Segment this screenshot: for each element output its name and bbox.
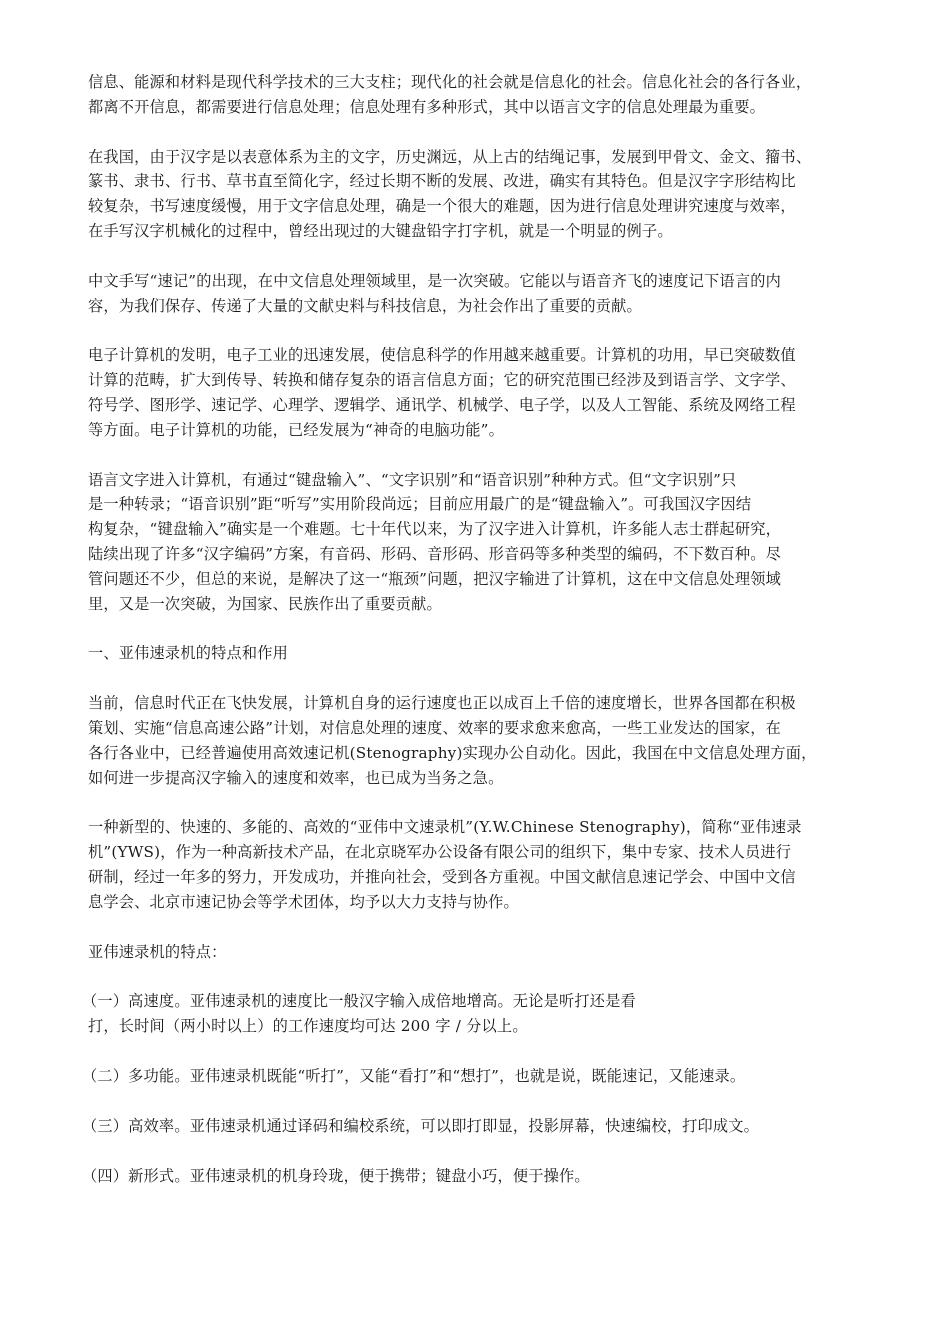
text-line: （一）高速度。亚伟速录机的速度比一般汉字输入成倍地增高。无论是听打还是看: [82, 992, 636, 1011]
text-line: 陆续出现了许多“汉字编码”方案，有音码、形码、音形码、形音码等多种类型的编码，不下数百种。尽: [88, 544, 781, 563]
text-line: 中文手写“速记”的出现，在中文信息处理领域里，是一次突破。它能以与语音齐飞的速度记下语言的内: [88, 271, 781, 290]
paragraph-yws-intro: [88, 815, 872, 914]
text-line: 符号学、图形学、速记学、心理学、逻辑学、通讯学、机械学、电子学，以及人工智能、系统及网络工程: [88, 395, 796, 414]
text-line: （三）高效率。亚伟速录机通过译码和编校系统，可以即打即显，投影屏幕，快速编校，打印成文。: [82, 1116, 760, 1135]
text-line: 较复杂，书写速度缓慢，用于文字信息处理，确是一个很大的难题，因为进行信息处理讲究速度与效率，: [88, 197, 796, 216]
text-line: （二）多功能。亚伟速录机既能“听打”，又能“看打”和“想打”，也就是说，既能速记，又能速录。: [82, 1066, 746, 1085]
section-title: 一、亚伟速录机的特点和作用: [88, 644, 289, 663]
text-line: 语言文字进入计算机，有通过“键盘输入”、“文字识别”和“语音识别”种种方式。但“文字识别”只: [88, 470, 737, 489]
text-line: （四）新形式。亚伟速录机的机身玲珑，便于携带；键盘小巧，便于操作。: [82, 1166, 590, 1185]
paragraph-features-heading: [88, 940, 872, 965]
feature-item-high-speed: [82, 989, 872, 1039]
paragraph-chinese-characters: [88, 145, 872, 244]
text-line: 里，又是一次突破，为国家、民族作出了重要贡献。: [88, 594, 442, 613]
text-line: 各行各业中，已经普遍使用高效速记机(Stenography)实现办公自动化。因此，我国在中文信息处理方面，: [88, 743, 817, 762]
text-line: 息学会、北京市速记协会等学术团体，均予以大力支持与协作。: [88, 892, 519, 911]
text-line: 都离不开信息，都需要进行信息处理；信息处理有多种形式，其中以语言文字的信息处理最为重要。: [88, 97, 766, 116]
text-line: 在我国，由于汉字是以表意体系为主的文字，历史渊远，从上古的结绳记事，发展到甲骨文、金文、籀书、: [88, 147, 812, 166]
text-line: 在手写汉字机械化的过程中，曾经出现过的大键盘铅字打字机，就是一个明显的例子。: [88, 221, 673, 240]
text-line: 机”(YWS)，作为一种高新技术产品，在北京晓军办公设备有限公司的组织下，集中专家、技术人员进行: [88, 843, 792, 862]
text-line: 策划、实施“信息高速公路”计划，对信息处理的速度、效率的要求愈来愈高，一些工业发达的国家，在: [88, 718, 781, 737]
text-line: 篆书、隶书、行书、草书直至简化字，经过长期不断的发展、改进，确实有其特色。但是汉字字形结构比: [88, 172, 796, 191]
text-line: 亚伟速录机的特点：: [88, 942, 227, 961]
paragraph-input-methods: [88, 468, 872, 617]
text-line: 构复杂，“键盘输入”确实是一个难题。七十年代以来，为了汉字进入计算机，许多能人志士群起研究，: [88, 520, 781, 539]
feature-item-new-form: [82, 1164, 872, 1189]
text-line: 当前，信息时代正在飞快发展，计算机自身的运行速度也正以成百上千倍的速度增长，世界各国都在积极: [88, 694, 796, 713]
feature-item-multi-function: [82, 1064, 872, 1089]
text-line: 打，长时间（两小时以上）的工作速度均可达 200 字 / 分以上。: [88, 1017, 528, 1036]
paragraph-computers: [88, 343, 872, 442]
text-line: 电子计算机的发明，电子工业的迅速发展，使信息科学的作用越来越重要。计算机的功用，早已突破数值: [88, 346, 796, 365]
text-line: 如何进一步提高汉字输入的速度和效率，也已成为当务之急。: [88, 768, 504, 787]
text-line: 一种新型的、快速的、多能的、高效的“亚伟中文速录机”(Y.W.Chinese Stenography)，简称“亚伟速录: [88, 818, 802, 837]
text-line: 信息、能源和材料是现代科学技术的三大支柱；现代化的社会就是信息化的社会。信息化社会的各行各业，: [88, 73, 812, 91]
text-line: 管问题还不少，但总的来说，是解决了这一“瓶颈”问题，把汉字输进了计算机，这在中文信息处理领域: [88, 569, 781, 588]
paragraph-shorthand: [88, 269, 872, 319]
text-line: 计算的范畴，扩大到传导、转换和储存复杂的语言信息方面；它的研究范围已经涉及到语言学、文字学、: [88, 371, 796, 390]
text-line: 是一种转录；“语音识别”距“听写”实用阶段尚远；目前应用最广的是“键盘输入”。可我国汉字因结: [88, 495, 752, 514]
paragraph-intro: [88, 70, 872, 120]
text-line: 容，为我们保存、传递了大量的文献史料与科技信息，为社会作出了重要的贡献。: [88, 296, 642, 315]
feature-item-high-efficiency: [82, 1114, 872, 1139]
text-line: 等方面。电子计算机的功能，已经发展为“神奇的电脑功能”。: [88, 420, 505, 439]
document-page: [82, 70, 872, 1213]
section-heading: [88, 641, 872, 666]
text-line: 研制，经过一年多的努力，开发成功，并推向社会，受到各方重视。中国文献信息速记学会、中国中文信: [88, 867, 796, 886]
paragraph-information-age: [88, 691, 872, 790]
